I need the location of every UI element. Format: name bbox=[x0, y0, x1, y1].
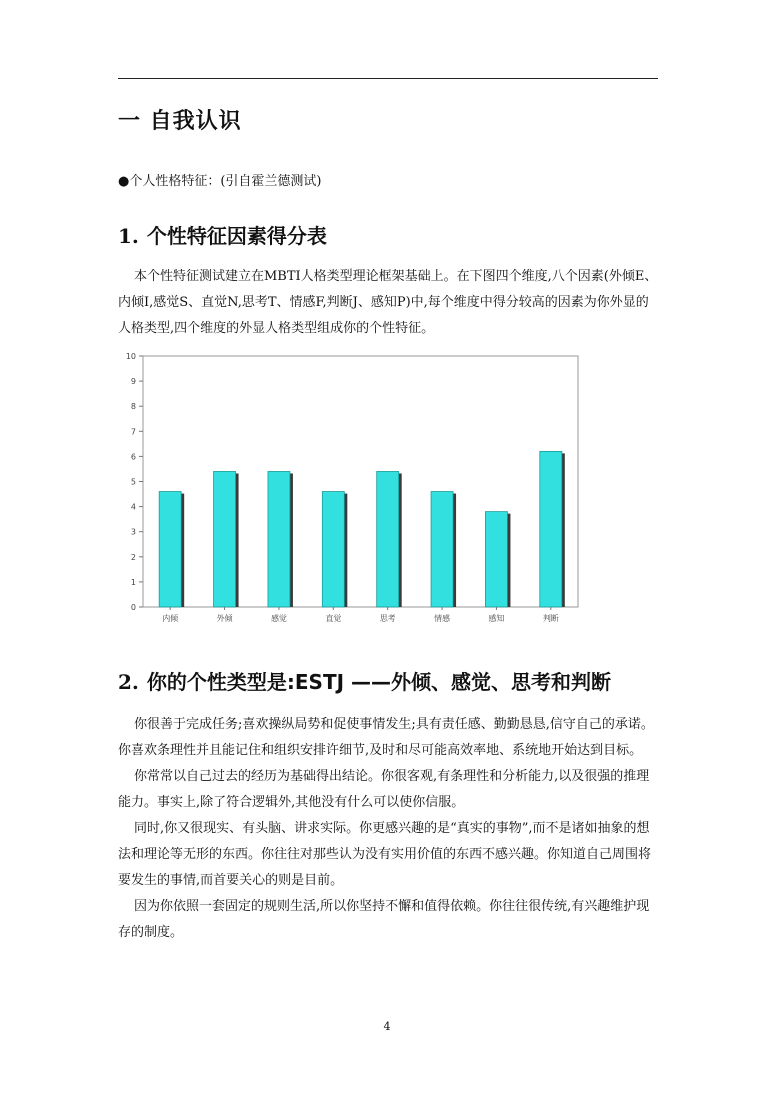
x-tick-label: 判断 bbox=[542, 614, 559, 623]
section2-heading bbox=[118, 666, 611, 695]
bar bbox=[377, 471, 399, 607]
bar bbox=[159, 492, 181, 607]
section2-paragraph-2: 你常常以自己过去的经历为基础得出结论。你很客观,有条理性和分析能力,以及很强的推理能力。事实上,除了符合逻辑外,其他没有什么可以使你信服。 bbox=[118, 769, 650, 810]
bar-chart-svg bbox=[118, 349, 584, 631]
y-tick-label: 10 bbox=[125, 352, 136, 361]
page-number: 4 bbox=[383, 1020, 391, 1033]
x-tick-label: 内倾 bbox=[162, 614, 179, 623]
y-tick-label: 9 bbox=[130, 377, 136, 387]
y-tick-label: 6 bbox=[130, 452, 136, 462]
section1-heading bbox=[118, 220, 327, 249]
section2-paragraph-3: 同时,你又很现实、有头脑、讲求实际。你更感兴趣的是“真实的事物”,而不是诸如抽象的想法和理论等无形的东西。你往往对那些认为没有实用价值的东西不感兴趣。你知道自己周围将要发生的事情,而首要关心的则是目前。 bbox=[118, 821, 652, 888]
x-tick-label: 感觉 bbox=[270, 614, 287, 623]
section2-number: 2. bbox=[118, 670, 139, 694]
x-tick-label: 思考 bbox=[379, 614, 396, 623]
bar bbox=[485, 512, 507, 607]
bar bbox=[540, 451, 562, 607]
section2-title: 你的个性类型是:ESTJ ——外倾、感觉、思考和判断 bbox=[146, 670, 612, 694]
section2-paragraph-1: 你很善于完成任务;喜欢操纵局势和促使事情发生;具有责任感、勤勤恳恳,信守自己的承诺。你喜欢条理性并且能记住和组织安排许细节,及时和尽可能高效率地、系统地开始达到目标。 bbox=[118, 717, 654, 758]
x-tick-label: 外倾 bbox=[216, 614, 233, 623]
y-tick-label: 7 bbox=[130, 427, 136, 437]
main-heading: 一 自我认识 bbox=[118, 109, 242, 134]
section1-paragraph-text: 本个性特征测试建立在MBTI人格类型理论框架基础上。在下图四个维度,八个因素(外倾E、内倾I,感觉S、直觉N,思考T、情感F,判断J、感知P)中,每个维度中得分较高的因素为你外显的人格类型,四个维度的外显人格类型组成你的个性特征。 bbox=[118, 269, 658, 336]
y-tick-label: 1 bbox=[130, 577, 136, 587]
bar bbox=[431, 492, 453, 607]
section2-paragraph-4: 因为你依照一套固定的规则生活,所以你坚持不懈和值得依赖。你往往很传统,有兴趣维护现存的制度。 bbox=[118, 899, 650, 940]
x-tick-label: 直觉 bbox=[325, 614, 342, 623]
header-rule bbox=[118, 78, 658, 79]
y-tick-label: 0 bbox=[130, 603, 136, 612]
y-tick-label: 4 bbox=[130, 502, 136, 512]
section1-title: 个性特征因素得分表 bbox=[146, 224, 327, 248]
section2-body bbox=[118, 712, 658, 946]
y-tick-label: 5 bbox=[130, 477, 136, 487]
section1-number: 1. bbox=[118, 224, 139, 248]
factor-score-chart bbox=[118, 349, 584, 635]
y-tick-label: 2 bbox=[130, 552, 136, 562]
y-tick-label: 8 bbox=[130, 402, 136, 412]
plot-area bbox=[143, 356, 578, 607]
x-tick-label: 情感 bbox=[434, 614, 451, 623]
personality-source-line: ●个人性格特征：(引自霍兰德测试) bbox=[118, 174, 322, 189]
section1-paragraph bbox=[118, 264, 658, 342]
bar bbox=[268, 471, 290, 607]
y-tick-label: 3 bbox=[130, 527, 136, 537]
bar bbox=[322, 492, 344, 607]
bar bbox=[214, 471, 236, 607]
x-tick-label: 感知 bbox=[488, 614, 505, 623]
